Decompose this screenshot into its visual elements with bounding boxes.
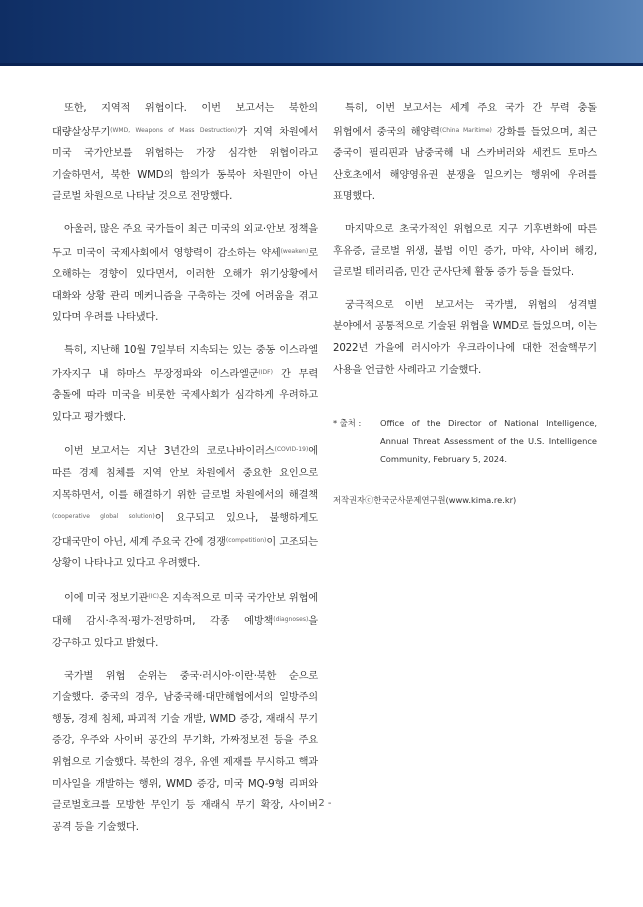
term-note-covid: (COVID-19)	[274, 446, 309, 454]
source-footnote	[333, 414, 597, 468]
term-note-wmd: (WMD, Weapons of Mass Destruction)	[110, 126, 238, 134]
left-column	[52, 98, 318, 849]
paragraph-middle-east: 특히, 지난해 10월 7일부터 지속되는 있는 중동 이스라엘 가자지구 내 하마스 무장정파와 이스라엘군$^{(IDF)}$ 간 무력 충돌에 따라 미국을 비롯한 국제사회가 심각하게 우려하고 있다고 평가했다.	[52, 344, 319, 423]
term-note-global-solution: (cooperative global solution)	[52, 513, 155, 521]
paragraph-country-ranking: 국가별 위협 순위는 중국·러시아·이란·북한 순으로 기술했다. 중국의 경우, 남중국해·대만해협에서의 일방주의 행동, 경제 침체, 파괴적 기술 개발, WMD 증강, 재래식 무기 증강, 우주와 사이버 공간의 무기화, 가짜정보전 등을 주요 위협으로 기술했다. 북한의 경우, 유엔 제재를 무시하고 핵과 미사일을 개발하는 행위, WMD 증강, 미국 MQ-9형 리퍼와 글로벌호크를 모방한 무인기 등 재래식 무기 확장, 사이버 공격 등을 기술했다.	[52, 670, 318, 833]
page-number: - 2 -	[311, 798, 332, 809]
paragraph-us-influence: 아울러, 많은 주요 국가들이 최근 미국의 외교·안보 정책을 두고 미국이 국제사회에서 영향력이 감소하는 약세$^{(weaken)}$로 오해하는 경향이 있다면서, 이러한 오해가 위기상황에서 대화와 상황 관리 메커니즘을 구축하는 것에 어려움을 겪고 있다며 우려를 나타냈다.	[52, 223, 318, 324]
header-underline	[0, 63, 643, 66]
header-band	[0, 0, 643, 66]
paragraph-china-maritime: 특히, 이번 보고서는 세계 주요 국가 간 무력 충돌 위협에서 중국의 해양력$^{(China Maritime)}$ 강화를 들었으며, 최근 중국이 필리핀과 남중국해 내 스카버러와 세컨드 토마스 산호초에서 해양영유권 분쟁을 일으키는 행위에 우려를 표명했다.	[333, 103, 598, 203]
term-note-ic: (IC)	[148, 592, 159, 600]
term-note-diagnoses: (diagnoses)	[273, 616, 309, 624]
copyright-notice: 저작권자ⓒ한국군사문제연구원(www.kima.re.kr)	[333, 495, 517, 505]
footnote-text: Office of the Director of National Intelligence, Annual Threat Assessment of the U.S. Intelligence Community, February 5, 2024.	[380, 418, 597, 464]
paragraph-regional-threat: 또한, 지역적 위협이다. 이번 보고서는 북한의 대량살상무기$^{(WMD, Weapons of Mass Destruction)}$가 지역 차원에서 미국 국가안보를 위협하는 가장 심각한 위협이라고 기술하면서, 북한 WMD의 함의가 동북아 차원만이 아닌 글로벌 차원으로 나타날 것으로 전망했다.	[52, 103, 319, 203]
term-note-idf: (IDF)	[258, 368, 273, 376]
footnote-mark: * 출처 :	[333, 418, 362, 428]
term-note-competition: (competition)	[225, 536, 267, 544]
paragraph-covid-economy: 이번 보고서는 지난 3년간의 코로나바이러스$^{(COVID-19)}$에 따른 경제 침체를 지역 안보 차원에서 중요한 요인으로 지목하면서, 이를 해결하기 위한 글로벌 차원에서의 해결책$^{(cooperative global solution)}$이 요구되고 있으나, 불행하게도 강대국만이 아닌, 세계 주요국 간에 경쟁$^{(competition)}$이 고조되는 상황이 나타나고 있다고 우려했다.	[52, 446, 318, 570]
paragraph-transnational-threats: 마지막으로 초국가적인 위협으로 지구 기후변화에 따른 후유증, 글로벌 위생, 불법 이민 증가, 마약, 사이버 해킹, 글로벌 테러리즘, 민간 군사단체 활동 증가 등을 들었다.	[333, 223, 597, 279]
term-note-weaken: (weaken)	[280, 247, 309, 255]
right-column	[333, 98, 597, 392]
term-note-china-maritime: (China Maritime)	[439, 126, 492, 134]
paragraph-intelligence-community: 이에 미국 정보기관$^{(IC)}$은 지속적으로 미국 국가안보 위협에 대해 감시·추적·평가·전망하며, 각종 예방책$^{(diagnoses)}$을 강구하고 있다고 밝혔다.	[52, 592, 318, 650]
paragraph-conclusion: 궁극적으로 이번 보고서는 국가별, 위협의 성격별 분야에서 공통적으로 기술된 위협을 WMD로 들었으며, 이는 2022년 가을에 러시아가 우크라이나에 대한 전술핵무기 사용을 언급한 사례라고 기술했다.	[333, 299, 597, 376]
